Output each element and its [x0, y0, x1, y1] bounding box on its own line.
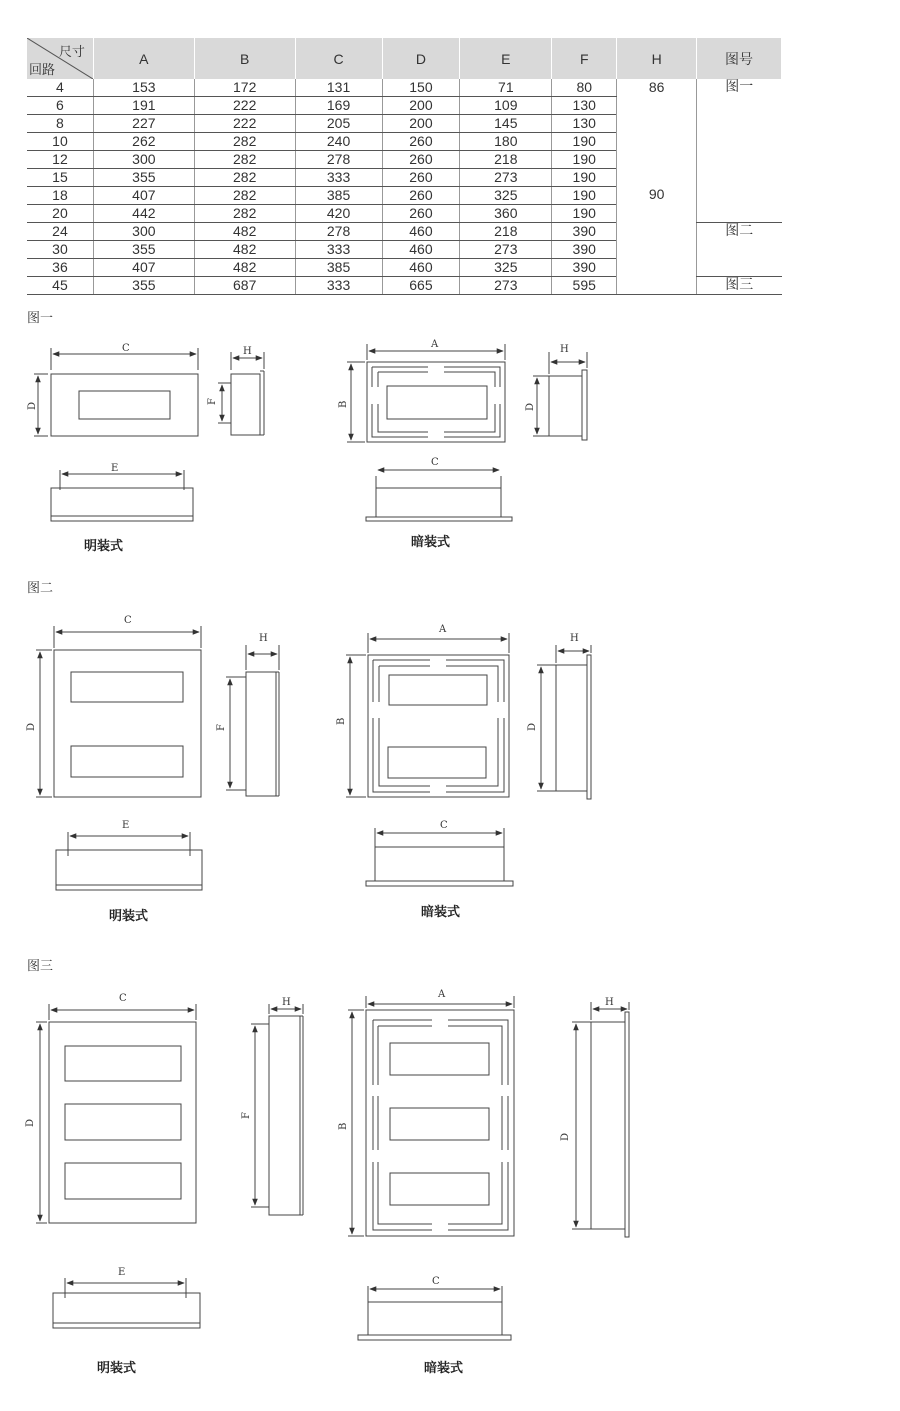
dim-c-label: C [440, 820, 448, 831]
cell-d: 260 [382, 133, 460, 151]
cell-e: 273 [460, 169, 552, 187]
cell-e: 273 [460, 277, 552, 295]
dim-h-label: H [560, 344, 569, 355]
cell-a: 191 [93, 97, 194, 115]
cell-e: 360 [460, 205, 552, 223]
dim-b-label: B [336, 717, 347, 725]
fig2-surface-side [226, 645, 279, 796]
cell-e: 218 [460, 223, 552, 241]
dim-b-label: B [338, 400, 349, 408]
cell-a: 355 [93, 241, 194, 259]
cell-e: 109 [460, 97, 552, 115]
cell-circuits: 36 [27, 259, 93, 277]
cell-c: 333 [295, 241, 382, 259]
cell-a: 407 [93, 187, 194, 205]
cell-c: 333 [295, 277, 382, 295]
dim-f-label: F [216, 724, 227, 731]
cell-b: 482 [194, 259, 295, 277]
cell-fig3: 图三 [697, 277, 782, 295]
cell-c: 240 [295, 133, 382, 151]
dim-c-label: C [119, 993, 127, 1004]
dim-d-label: D [527, 722, 538, 731]
dim-d-label: D [525, 402, 536, 411]
dim-c-label: C [431, 457, 439, 468]
cell-b: 482 [194, 241, 295, 259]
dim-h-label: H [259, 633, 268, 644]
cell-circuits: 20 [27, 205, 93, 223]
cell-c: 205 [295, 115, 382, 133]
cell-a: 262 [93, 133, 194, 151]
cell-d: 260 [382, 205, 460, 223]
cell-e: 273 [460, 241, 552, 259]
cell-d: 460 [382, 241, 460, 259]
cell-circuits: 4 [27, 79, 93, 97]
cell-e: 145 [460, 115, 552, 133]
cell-a: 442 [93, 205, 194, 223]
fig3-flush-side [572, 1002, 629, 1237]
cell-circuits: 10 [27, 133, 93, 151]
cell-d: 665 [382, 277, 460, 295]
fig3-title: 图三 [27, 959, 54, 974]
fig2-flush-front [346, 633, 509, 797]
cell-f: 190 [552, 187, 617, 205]
cell-d: 460 [382, 259, 460, 277]
header-figure-no: 图号 [697, 38, 782, 79]
corner-circuit-label: 回路 [29, 62, 56, 77]
cell-e: 180 [460, 133, 552, 151]
cell-b: 687 [194, 277, 295, 295]
fig1-surface-side [218, 352, 264, 435]
cell-a: 227 [93, 115, 194, 133]
cell-c: 385 [295, 187, 382, 205]
header-d: D [382, 38, 460, 79]
cell-circuits: 12 [27, 151, 93, 169]
dim-c-label: C [432, 1276, 440, 1287]
fig2-flush-side [537, 645, 591, 799]
fig1-flush-front [347, 344, 505, 442]
header-e: E [460, 38, 552, 79]
cell-b: 282 [194, 151, 295, 169]
header-a: A [93, 38, 194, 79]
cell-f: 390 [552, 223, 617, 241]
cell-f: 390 [552, 241, 617, 259]
fig3-flush-caption: 暗装式 [424, 1361, 464, 1376]
cell-c: 420 [295, 205, 382, 223]
cell-circuits: 6 [27, 97, 93, 115]
cell-b: 222 [194, 115, 295, 133]
cell-circuits: 45 [27, 277, 93, 295]
cell-d: 260 [382, 151, 460, 169]
dim-h-label: H [282, 997, 291, 1008]
fig3-surface-front [36, 1004, 196, 1223]
dim-e-label: E [118, 1267, 126, 1278]
cell-e: 218 [460, 151, 552, 169]
cell-f: 190 [552, 151, 617, 169]
cell-c: 131 [295, 79, 382, 97]
dim-e-label: E [111, 463, 119, 474]
cell-f: 130 [552, 97, 617, 115]
cell-b: 282 [194, 133, 295, 151]
corner-size-label: 尺寸 [58, 44, 85, 59]
header-b: B [194, 38, 295, 79]
dim-d-label: D [27, 401, 38, 410]
cell-a: 355 [93, 277, 194, 295]
cell-b: 282 [194, 205, 295, 223]
cell-fig2: 图二 [697, 223, 782, 277]
cell-f: 80 [552, 79, 617, 97]
fig2-surface-front [36, 626, 201, 797]
fig1-surface-bottom [51, 470, 193, 521]
fig1-surface-caption: 明装式 [84, 539, 124, 554]
dim-f-label: F [207, 398, 218, 405]
cell-a: 407 [93, 259, 194, 277]
cell-circuits: 30 [27, 241, 93, 259]
dim-h-label: H [570, 633, 579, 644]
cell-e: 71 [460, 79, 552, 97]
cell-c: 278 [295, 151, 382, 169]
cell-b: 282 [194, 187, 295, 205]
dim-d-label: D [560, 1132, 571, 1141]
fig1-surface-front [34, 348, 198, 436]
fig2-surface-caption: 明装式 [109, 909, 149, 924]
cell-b: 282 [194, 169, 295, 187]
dim-f-label: F [241, 1112, 252, 1119]
dim-h-label: H [243, 346, 252, 357]
cell-f: 190 [552, 169, 617, 187]
cell-f: 595 [552, 277, 617, 295]
header-h: H [617, 38, 697, 79]
cell-b: 222 [194, 97, 295, 115]
fig1-flush-bottom [366, 470, 512, 521]
dim-c-label: C [122, 343, 130, 354]
dim-b-label: B [338, 1122, 349, 1130]
cell-circuits: 18 [27, 187, 93, 205]
fig1-flush-caption: 暗装式 [411, 535, 451, 550]
fig3-surface-caption: 明装式 [97, 1361, 137, 1376]
fig2-flush-caption: 暗装式 [421, 905, 461, 920]
cell-c: 333 [295, 169, 382, 187]
cell-d: 200 [382, 115, 460, 133]
cell-c: 385 [295, 259, 382, 277]
dim-a-label: A [438, 989, 446, 1000]
cell-b: 172 [194, 79, 295, 97]
cell-a: 153 [93, 79, 194, 97]
fig2-surface-bottom [56, 832, 202, 890]
cell-d: 460 [382, 223, 460, 241]
cell-fig1: 图一 [697, 79, 782, 223]
fig2-flush-bottom [366, 828, 513, 886]
fig3-flush-front [348, 996, 514, 1236]
dim-a-label: A [431, 339, 439, 350]
dim-d-label: D [25, 1118, 36, 1127]
cell-h-90: 90 [648, 186, 665, 202]
dim-d-label: D [26, 722, 37, 731]
dimension-labels [25, 339, 614, 1287]
dim-h-label: H [605, 997, 614, 1008]
cell-f: 190 [552, 133, 617, 151]
fig1-flush-side [533, 352, 587, 440]
fig3-flush-bottom [358, 1286, 511, 1340]
cell-c: 278 [295, 223, 382, 241]
cell-a: 300 [93, 223, 194, 241]
cell-f: 390 [552, 259, 617, 277]
cell-h-86: 86 [648, 79, 665, 95]
cell-circuits: 8 [27, 115, 93, 133]
dim-c-label: C [124, 615, 132, 626]
cell-d: 200 [382, 97, 460, 115]
fig1-title: 图一 [27, 311, 54, 326]
cell-d: 260 [382, 187, 460, 205]
dim-e-label: E [122, 820, 130, 831]
fig3-surface-bottom [53, 1278, 200, 1328]
cell-d: 260 [382, 169, 460, 187]
cell-a: 300 [93, 151, 194, 169]
cell-b: 482 [194, 223, 295, 241]
header-c: C [295, 38, 382, 79]
fig3-surface-side [251, 1004, 303, 1215]
cell-d: 150 [382, 79, 460, 97]
cell-a: 355 [93, 169, 194, 187]
cell-f: 130 [552, 115, 617, 133]
fig2-title: 图二 [27, 581, 54, 596]
cell-f: 190 [552, 205, 617, 223]
cell-c: 169 [295, 97, 382, 115]
cell-e: 325 [460, 259, 552, 277]
dim-a-label: A [439, 624, 447, 635]
cell-circuits: 15 [27, 169, 93, 187]
cell-circuits: 24 [27, 223, 93, 241]
header-f: F [552, 38, 617, 79]
cell-e: 325 [460, 187, 552, 205]
